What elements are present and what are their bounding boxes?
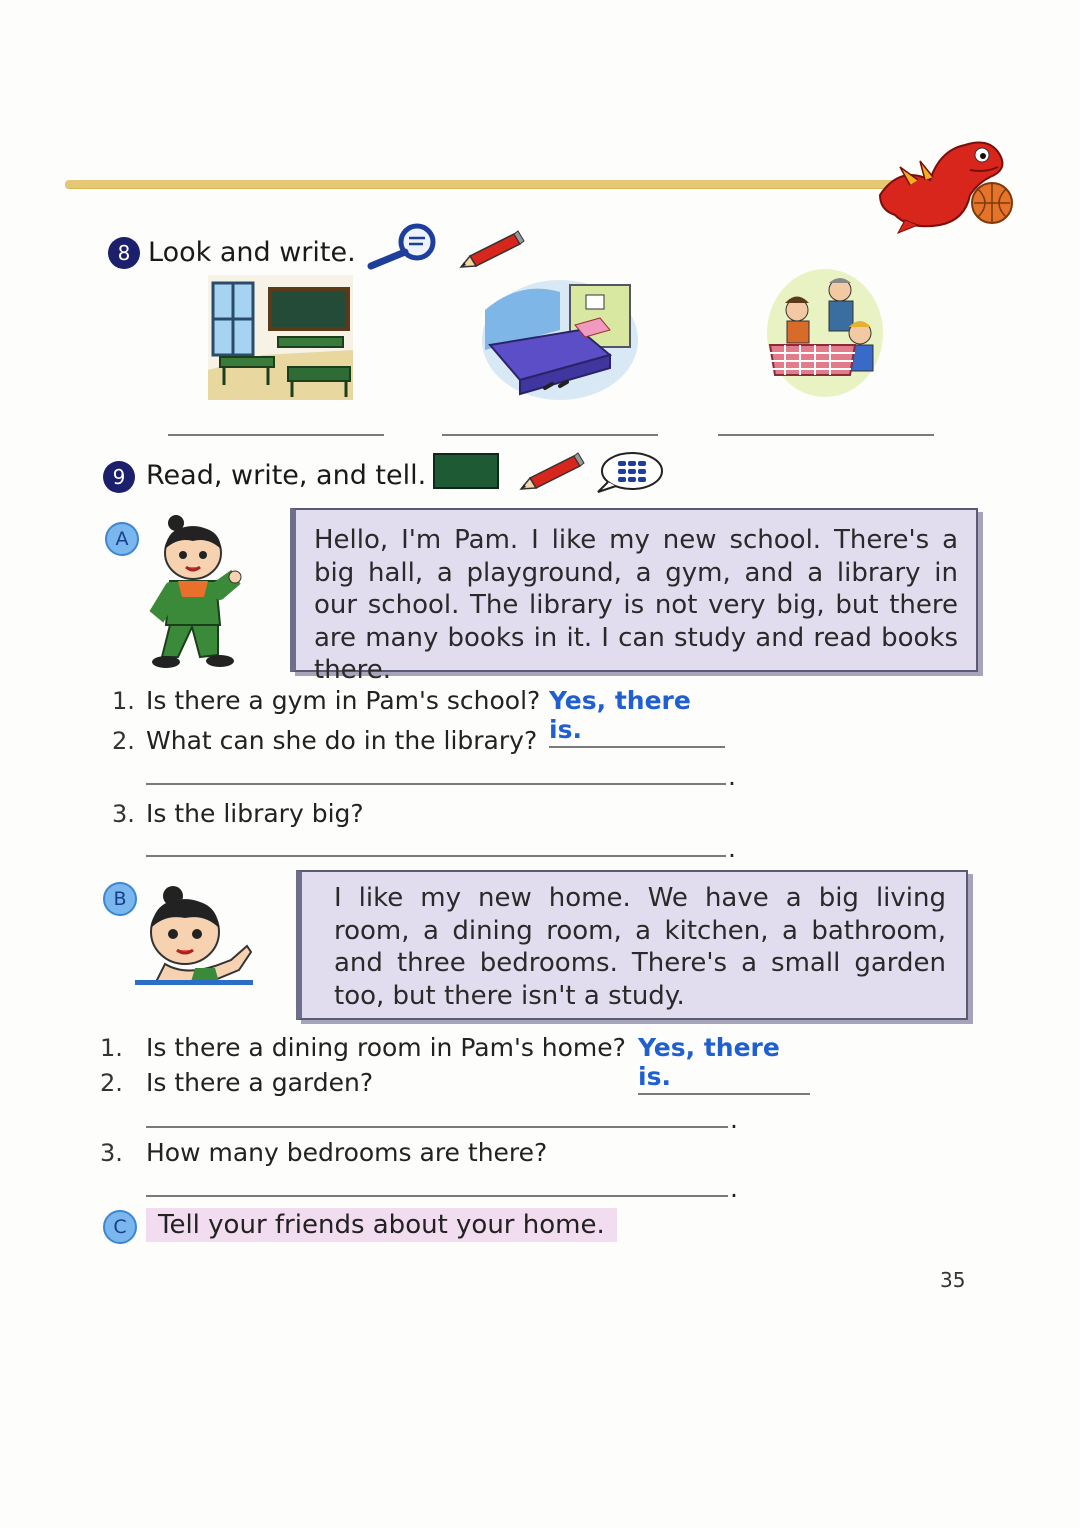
- answer-line-a3[interactable]: [146, 855, 726, 857]
- question-a2-text: What can she do in the library?: [146, 726, 538, 755]
- section-8-title: Look and write.: [148, 237, 356, 268]
- answer-line-dining-room[interactable]: [718, 434, 934, 436]
- passage-text-b: I like my new home. We have a big living room, a dining room, a kitchen, a bathroom, and three bedrooms. There's a small garden too, but there isn't a study.: [334, 883, 946, 1011]
- section-9-title: Read, write, and tell.: [146, 460, 427, 491]
- question-a1-text: Is there a gym in Pam's school?: [146, 686, 541, 715]
- question-b3-number: 3.: [100, 1139, 123, 1167]
- section-number-9: 9: [103, 461, 135, 493]
- dragon-mascot-icon: [870, 125, 1020, 235]
- question-a1-number: 1.: [112, 687, 135, 715]
- answer-b2-period: .: [730, 1105, 738, 1134]
- question-b2-number: 2.: [100, 1069, 123, 1097]
- classroom-picture: [208, 275, 353, 400]
- answer-line-classroom[interactable]: [168, 434, 384, 436]
- part-b-badge: B: [103, 882, 137, 916]
- answer-a3-period: .: [728, 834, 736, 863]
- section-number-8: 8: [108, 237, 140, 269]
- answer-b1[interactable]: Yes, there is.: [638, 1033, 810, 1095]
- girl-pam-thinking-picture: [135, 880, 255, 990]
- passage-panel-a: [290, 508, 978, 685]
- passage-text-a: Hello, I'm Pam. I like my new school. There's a big hall, a playground, a gym, and a library in our school. The library is not very big, but there are many books in it. I can study and read books there.: [314, 525, 958, 685]
- answer-line-b3[interactable]: [146, 1195, 728, 1197]
- question-b1-number: 1.: [100, 1034, 123, 1062]
- answer-line-bedroom[interactable]: [442, 434, 658, 436]
- header-rule: [65, 180, 900, 188]
- part-c-badge: C: [103, 1210, 137, 1244]
- answer-a1[interactable]: Yes, there is.: [549, 686, 725, 748]
- part-a-badge: A: [105, 522, 139, 556]
- pencil-icon: [518, 450, 586, 492]
- pencil-icon: [458, 228, 526, 270]
- answer-a2-period: .: [728, 762, 736, 791]
- page-number: 35: [940, 1268, 966, 1292]
- girl-pam-picture: [148, 515, 243, 670]
- book-icon: [432, 452, 500, 490]
- dining-room-picture: [765, 265, 885, 400]
- part-c-instruction: Tell your friends about your home.: [146, 1208, 617, 1242]
- question-a3-text: Is the library big?: [146, 799, 364, 828]
- question-b1-text: Is there a dining room in Pam's home?: [146, 1033, 626, 1062]
- question-a2-number: 2.: [112, 727, 135, 755]
- magnifier-icon: [365, 222, 440, 272]
- answer-line-b2[interactable]: [146, 1126, 728, 1128]
- question-a3-number: 3.: [112, 800, 135, 828]
- speech-bubble-icon: [594, 450, 666, 494]
- question-b3-text: How many bedrooms are there?: [146, 1138, 548, 1167]
- question-b2-text: Is there a garden?: [146, 1068, 374, 1097]
- answer-line-a2[interactable]: [146, 783, 726, 785]
- answer-b3-period: .: [730, 1174, 738, 1203]
- bedroom-picture: [480, 270, 640, 402]
- passage-panel-b: [296, 870, 968, 1020]
